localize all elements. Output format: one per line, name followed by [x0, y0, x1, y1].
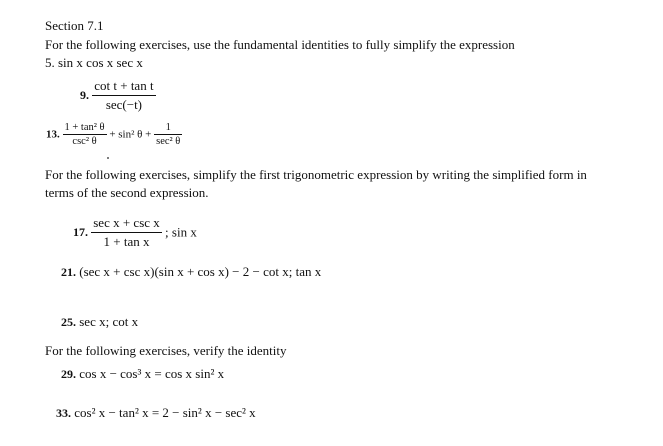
problem-5: 5. sin x cos x sec x	[45, 55, 143, 70]
problem-25-number: 25.	[61, 315, 76, 329]
problem-13-fraction-1-numerator: 1 + tan² θ	[64, 122, 105, 133]
problem-17	[73, 215, 197, 250]
problem-21-number: 21.	[61, 265, 76, 279]
problem-17-numerator: sec x + csc x	[91, 215, 162, 233]
section-title: Section 7.1	[45, 18, 104, 33]
problem-9	[80, 78, 156, 113]
problem-25	[61, 314, 138, 330]
problem-29-expression: cos x − cos³ x = cos x sin² x	[79, 366, 225, 381]
problem-33	[56, 405, 256, 421]
problem-17-fraction	[91, 215, 162, 250]
problem-9-numerator: cot t + tan t	[92, 78, 155, 96]
problem-13	[46, 122, 182, 147]
problem-17-target: ; sin x	[165, 224, 197, 240]
problem-21-expression: (sec x + csc x)(sin x + cos x) − 2 − cot x; tan x	[79, 264, 322, 279]
problem-17-denominator: 1 + tan x	[103, 234, 150, 249]
problem-13-fraction-2-denominator: sec² θ	[156, 136, 181, 147]
instruction-fundamental-identities: For the following exercises, use the fundamental identities to fully simplify the expression	[45, 37, 515, 52]
problem-13-fraction-2	[154, 122, 182, 147]
problem-13-number: 13.	[46, 128, 60, 141]
problem-29-number: 29.	[61, 367, 76, 381]
problem-33-number: 33.	[56, 406, 71, 420]
problem-33-expression: cos² x − tan² x = 2 − sin² x − sec² x	[74, 405, 256, 420]
problem-29	[61, 366, 224, 382]
instruction-simplify-line-1: For the following exercises, simplify the first trigonometric expression by writing the simplified form in	[45, 167, 587, 182]
problem-25-expression: sec x; cot x	[79, 314, 139, 329]
problem-13-middle-term: + sin² θ +	[109, 128, 152, 141]
problem-13-fraction-1-denominator: csc² θ	[72, 136, 97, 147]
instruction-verify-identity: For the following exercises, verify the identity	[45, 343, 287, 358]
problem-9-denominator: sec(−t)	[105, 97, 143, 112]
problem-17-number: 17.	[73, 225, 88, 239]
problem-21	[61, 264, 321, 280]
problem-13-fraction-2-numerator: 1	[154, 122, 182, 135]
problem-9-number: 9.	[80, 88, 89, 102]
problem-9-fraction	[92, 78, 155, 113]
problem-13-fraction-1	[63, 122, 107, 147]
stray-dot-mark	[107, 157, 109, 159]
instruction-simplify-line-2: terms of the second expression.	[45, 185, 209, 200]
